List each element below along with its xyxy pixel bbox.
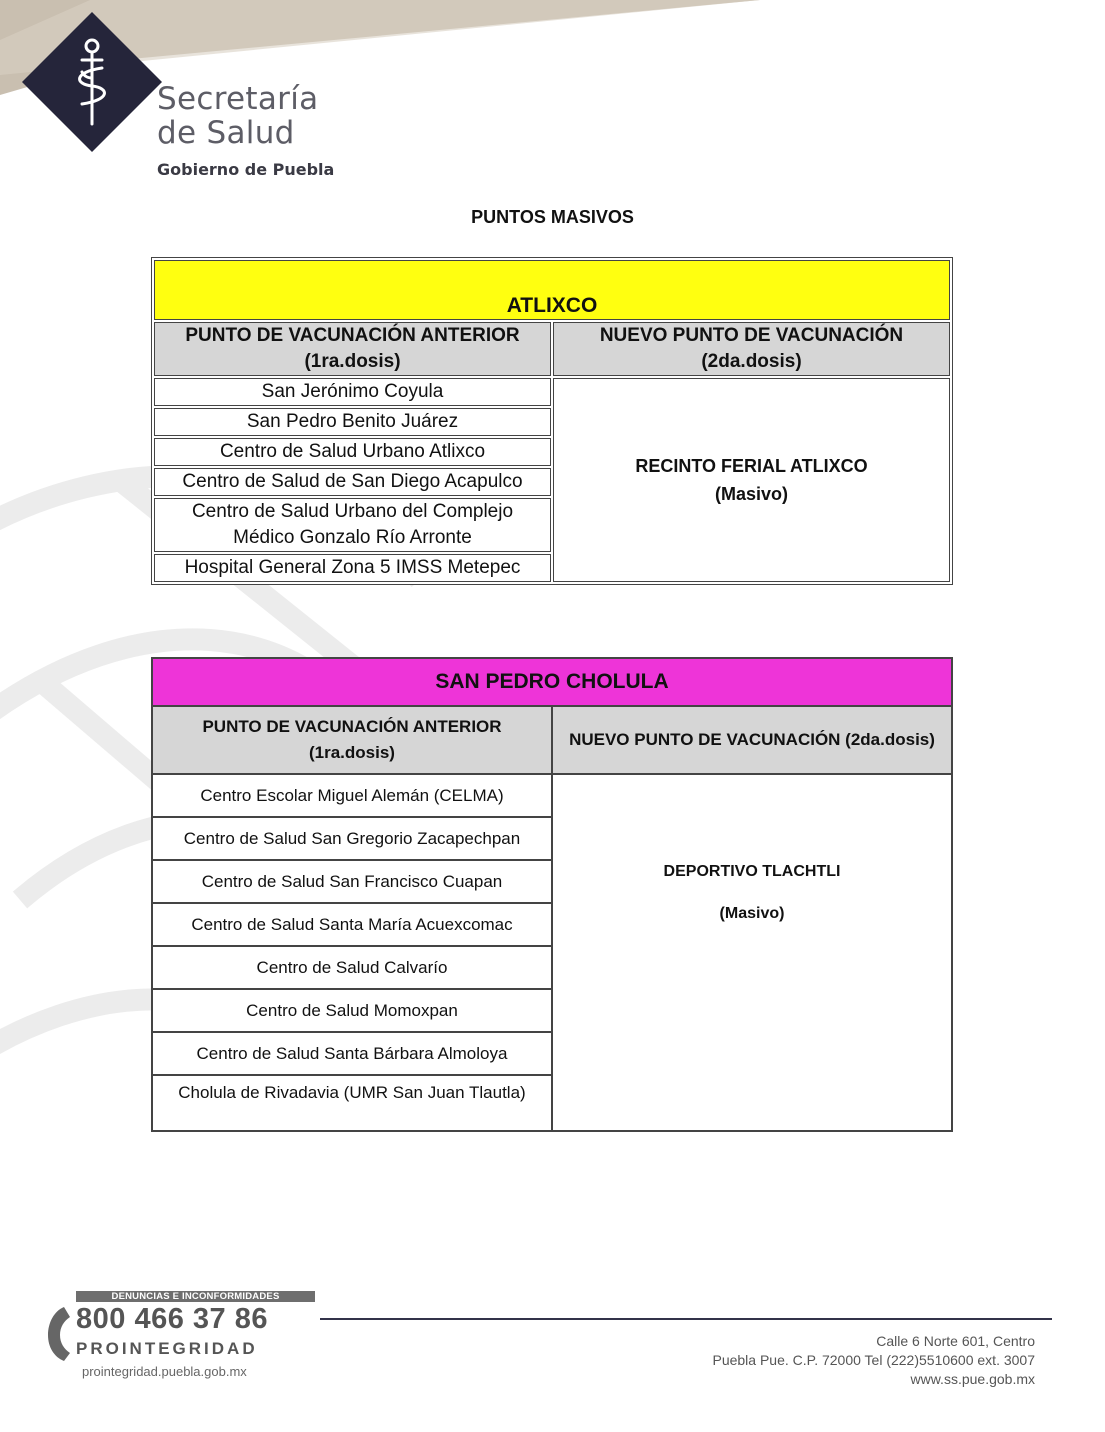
address-block [712,1332,1035,1389]
logo-line-de-salud: de Salud [157,115,295,151]
logo-text [157,82,334,179]
previous-point-cell: Centro de Salud San Gregorio Zacapechpan [152,817,552,860]
logo-line-secretaria: Secretaría [157,81,319,117]
col-header-previous-line2: (1ra.dosis) [309,743,395,762]
col-header-new [553,322,950,376]
atlixco-table [151,257,953,585]
col-header-previous-line1: PUNTO DE VACUNACIÓN ANTERIOR [185,325,520,346]
col-header-new: NUEVO PUNTO DE VACUNACIÓN (2da.dosis) [552,706,952,774]
region-header-atlixco: ATLIXCO [154,260,950,320]
footer-divider [320,1318,1052,1320]
document-title: PUNTOS MASIVOS [471,207,634,227]
new-point-cell [552,774,952,1131]
secretaria-salud-logo-icon [22,12,162,152]
col-header-previous [152,706,552,774]
previous-point-cell: Centro de Salud San Francisco Cuapan [152,860,552,903]
previous-point-cell: Hospital General Zona 5 IMSS Metepec [154,554,551,582]
prointegridad-url[interactable]: prointegridad.puebla.gob.mx [82,1364,247,1379]
prointegridad-label: PROINTEGRIDAD [76,1339,258,1358]
new-point-name: DEPORTIVO TLACHTLI [663,862,841,880]
san-pedro-cholula-table [151,657,953,1132]
region-header-cholula: SAN PEDRO CHOLULA [152,658,952,706]
previous-point-cell: Centro Escolar Miguel Alemán (CELMA) [152,774,552,817]
previous-point-cell: Centro de Salud Momoxpan [152,989,552,1032]
new-point-type: (Masivo) [719,904,785,922]
col-header-previous [154,322,551,376]
address-line1: Calle 6 Norte 601, Centro [876,1333,1035,1349]
address-line2: Puebla Pue. C.P. 72000 Tel (222)5510600 ext. 3007 [712,1352,1035,1368]
previous-point-cell: Centro de Salud Urbano del Complejo Médico Gonzalo Río Arronte [154,498,551,552]
previous-point-cell: Centro de Salud de San Diego Acapulco [154,468,551,496]
previous-point-cell: Centro de Salud Santa Bárbara Almoloya [152,1032,552,1075]
phone-number: 800 466 37 86 [76,1303,268,1335]
previous-point-cell: San Pedro Benito Juárez [154,408,551,436]
phone-icon [46,1303,76,1363]
col-header-new-line2: (2da.dosis) [701,351,802,372]
previous-point-cell: Cholula de Rivadavia (UMR San Juan Tlautla) [152,1075,552,1131]
col-header-previous-line1: PUNTO DE VACUNACIÓN ANTERIOR [202,717,502,736]
col-header-new-line1: NUEVO PUNTO DE VACUNACIÓN [599,325,904,346]
previous-point-cell: San Jerónimo Coyula [154,378,551,406]
previous-point-cell: Centro de Salud Urbano Atlixco [154,438,551,466]
previous-point-cell: Centro de Salud Calvarío [152,946,552,989]
previous-point-cell: Centro de Salud Santa María Acuexcomac [152,903,552,946]
col-header-previous-line2: (1ra.dosis) [304,351,401,372]
new-point-cell [553,378,950,582]
logo-line-gobierno: Gobierno de Puebla [157,160,335,179]
new-point-type: (Masivo) [714,484,788,504]
website-link[interactable]: www.ss.pue.gob.mx [910,1371,1035,1387]
new-point-name: RECINTO FERIAL ATLIXCO [635,456,868,476]
denuncias-label: DENUNCIAS E INCONFORMIDADES [76,1291,315,1302]
